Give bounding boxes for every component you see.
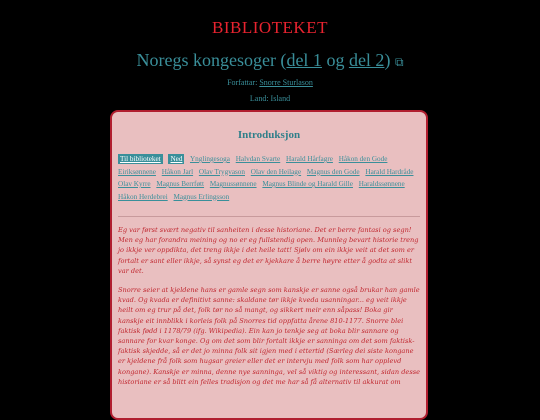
chapter-nav: [118, 153, 420, 203]
content-panel: [110, 110, 428, 420]
nav-link[interactable]: Halvdan Svarte: [235, 155, 281, 163]
nav-link[interactable]: Håkon Jarl: [161, 167, 194, 176]
nav-link[interactable]: Olav den Heilage: [250, 167, 302, 176]
country-line: Land: Island: [249, 94, 291, 103]
nav-link[interactable]: Magnus Erlingsson: [173, 192, 230, 201]
author-link[interactable]: Snorre Sturlason: [259, 78, 313, 87]
nav-link[interactable]: Håkon den Gode: [338, 155, 388, 163]
author-line: [0, 78, 540, 87]
nav-link[interactable]: Harald Hardråde: [365, 167, 414, 176]
author-label: Forfattar:: [227, 78, 260, 87]
nav-link[interactable]: Harald Hårfagre: [286, 155, 333, 163]
nav-link[interactable]: Haraldssønnene: [358, 180, 405, 188]
heading-suffix: ): [384, 50, 395, 70]
panel-title: Introduksjon: [237, 129, 301, 141]
nav-link[interactable]: Magnussønnene: [209, 180, 257, 188]
external-link-icon[interactable]: ⧉: [394, 55, 404, 69]
page-heading: [0, 50, 540, 71]
divider: [118, 216, 420, 217]
nav-link[interactable]: Eiriksønnene: [118, 167, 156, 176]
nav-link[interactable]: Ned: [170, 155, 183, 163]
nav-link[interactable]: Til biblioteket: [120, 155, 161, 163]
nav-link[interactable]: Magnus den Gode: [306, 167, 360, 176]
nav-link[interactable]: Olav Kyrre: [118, 180, 151, 188]
heading-prefix: Noregs kongesoger (: [136, 50, 287, 70]
nav-link[interactable]: Olav Trygvason: [198, 167, 245, 176]
nav-link[interactable]: Magnus Berrføtt: [156, 180, 205, 188]
intro-paragraph-1: Eg var først svært negativ til sanheiten i desse historiane. Det er berre fantasi og segn! Men eg har forandra meining og no er eg fullstendig open. Munnleg bevart historie treng jo ikkje ver oppdikta, det treng ikkje i det heile tatt! Sjølv om ein ikkje veit at det som er fortalt er sant eller ikkje, så synst eg det er kjekkare å berre høyre etter å godta at slikt var det.: [118, 226, 419, 275]
nav-link[interactable]: Håkon Herdebrei: [118, 192, 168, 201]
nav-link[interactable]: Magnus Blinde og Harald Gille: [262, 180, 353, 188]
nav-link[interactable]: Ynglingesoga: [189, 155, 230, 163]
intro-paragraph-2: Snorre seier at kjeldene hans er gamle segn som kanskje er sanne også brukar han gamle kvad. Og kvada er definitivt sanne: skaldane tør ikkje kveda usanningar... eg veit ikkje heilt om eg trur på det, folk tør no så mangt, og sikkert meir enn såpass! Boka gir kanskje eit innblikk i korleis folk på Snorres tid oppfatta årene 810-1177. Snorre blei faktisk fødd i 1178/79 (ifg. Wikipedia). Ein kan jo tenkje seg at boka blir sannare og sannare for kvar konge. Og om det som blir fortalt ikkje er sanninga om det som faktisk-faktisk skjedde, så er det jo minna folk sit igjen med i ettertid (Særleg dei siste kongane er kjeldene frå folk som hugsar greier eller det er intervju med folk som har opplevd kongane). Kanskje er minna, denne nye sanninga, vel så viktig og interessant, sidan desse historiane er så blitt ein felles tradisjon og det me har så få alternativ til akkurat om: [118, 286, 420, 386]
part-1-link[interactable]: del 1: [286, 50, 322, 70]
heading-middle: og: [321, 50, 349, 70]
site-title: BIBLIOTEKET: [212, 18, 328, 37]
part-2-link[interactable]: del 2: [348, 50, 385, 70]
